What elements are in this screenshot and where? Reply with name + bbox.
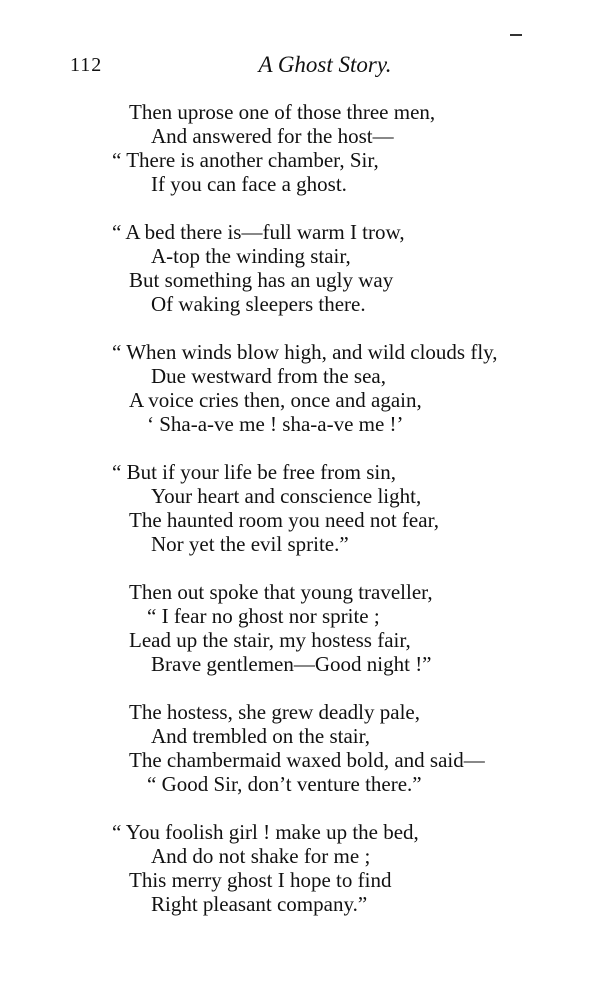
poem-line: Nor yet the evil sprite.”	[151, 532, 349, 556]
poem-line: “ When winds blow high, and wild clouds fly,	[112, 340, 498, 364]
poem-line: Your heart and conscience light,	[151, 484, 422, 508]
stanza-1	[112, 100, 572, 196]
stanza-2	[112, 220, 572, 316]
poem-line: And do not shake for me ;	[151, 844, 371, 868]
poem-line: A voice cries then, once and again,	[129, 388, 422, 412]
poem-line: This merry ghost I hope to find	[129, 868, 392, 892]
poem-line: Of waking sleepers there.	[151, 292, 366, 316]
poem-line: The hostess, she grew deadly pale,	[129, 700, 420, 724]
poem-line: And answered for the host—	[151, 124, 394, 148]
corner-mark	[510, 34, 522, 36]
poem-line: A-top the winding stair,	[151, 244, 351, 268]
stanza-4	[112, 460, 572, 556]
poem-line: Right pleasant company.”	[151, 892, 368, 916]
poem-line: ‘ Sha-a-ve me ! sha-a-ve me !’	[147, 412, 404, 436]
poem-line: “ You foolish girl ! make up the bed,	[112, 820, 419, 844]
poem-line: “ There is another chamber, Sir,	[112, 148, 379, 172]
poem-line: The haunted room you need not fear,	[129, 508, 439, 532]
stanza-6	[112, 700, 572, 796]
poem-line: Then out spoke that young traveller,	[129, 580, 433, 604]
poem-line: “ A bed there is—full warm I trow,	[112, 220, 405, 244]
poem-line: “ I fear no ghost nor sprite ;	[147, 604, 380, 628]
page-header	[70, 52, 540, 82]
poem-line: And trembled on the stair,	[151, 724, 371, 748]
poem-line: Then uprose one of those three men,	[129, 100, 436, 124]
poem-line: Brave gentlemen—Good night !”	[151, 652, 432, 676]
running-title: A Ghost Story.	[258, 52, 392, 77]
poem-line: “ Good Sir, don’t venture there.”	[147, 772, 422, 796]
poem-body	[112, 100, 572, 940]
stanza-5	[112, 580, 572, 676]
stanza-7	[112, 820, 572, 916]
poem-line: Lead up the stair, my hostess fair,	[129, 628, 411, 652]
poem-line: If you can face a ghost.	[151, 172, 347, 196]
poem-line: Due westward from the sea,	[151, 364, 386, 388]
poem-line: The chambermaid waxed bold, and said—	[129, 748, 485, 772]
poem-line: “ But if your life be free from sin,	[112, 460, 396, 484]
poem-line: But something has an ugly way	[129, 268, 394, 292]
page-number: 112	[70, 54, 103, 76]
stanza-3	[112, 340, 572, 436]
